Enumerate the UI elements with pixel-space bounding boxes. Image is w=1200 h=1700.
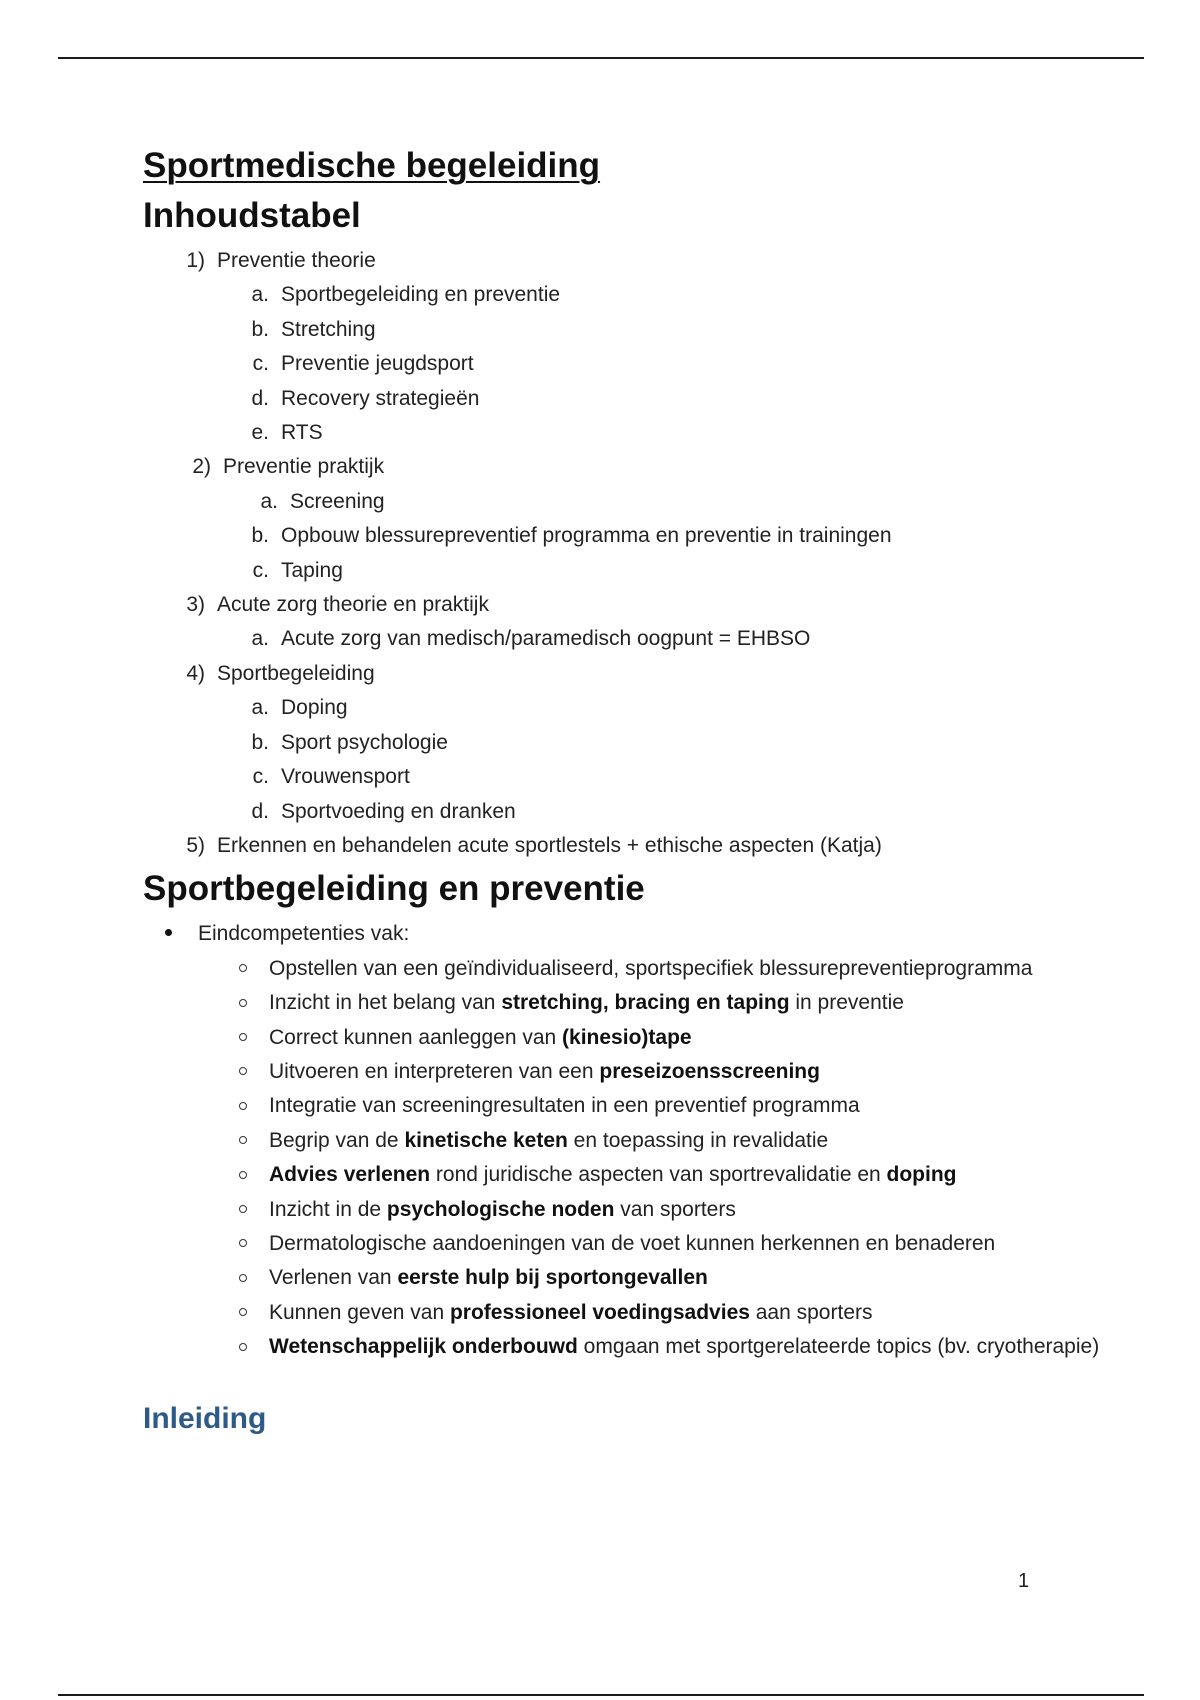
toc-label: Screening [290, 489, 385, 513]
toc-item[interactable] [143, 657, 1153, 691]
circle-bullet-icon [239, 1067, 247, 1075]
list-item [143, 1296, 1153, 1330]
bullet-text: Eindcompetenties vak: [198, 922, 410, 946]
item-text: en toepassing in revalidatie [567, 1128, 829, 1152]
toc-item[interactable] [143, 760, 1153, 794]
list-item [143, 1055, 1153, 1089]
circle-bullet-icon [239, 999, 247, 1007]
item-text: Integratie van screeningresultaten in een preventief programma [269, 1094, 860, 1118]
toc-marker: b. [251, 524, 269, 548]
page-content [143, 142, 1153, 1441]
toc-item[interactable] [143, 691, 1153, 725]
section-heading: Sportbegeleiding en preventie [143, 869, 645, 909]
circle-bullet-icon [239, 1102, 247, 1110]
toc-marker: a. [251, 627, 269, 651]
document-title: Sportmedische begeleiding [143, 146, 601, 185]
circle-bullet-icon [239, 1239, 247, 1247]
item-text: Correct kunnen aanleggen van [269, 1025, 563, 1049]
list-item [143, 1193, 1153, 1227]
toc-label: RTS [281, 421, 323, 445]
list-item [143, 1261, 1153, 1295]
toc-item[interactable] [143, 347, 1153, 381]
item-bold-text: Advies verlenen [269, 1163, 431, 1187]
item-bold-text: kinetische keten [404, 1128, 568, 1152]
toc-marker: d. [251, 799, 269, 823]
item-bold-text: preseizoensscreening [599, 1059, 820, 1083]
item-text: rond juridische aspecten van sportrevalidatie en [430, 1163, 887, 1187]
toc-label: Vrouwensport [281, 765, 410, 789]
toc-label: Sportvoeding en dranken [281, 799, 516, 823]
circle-bullet-icon [239, 1136, 247, 1144]
item-bold-text: doping [886, 1163, 957, 1187]
competencies-list [143, 917, 1153, 1364]
toc-marker: 1) [186, 249, 205, 272]
toc-marker: a. [251, 283, 269, 307]
toc-item[interactable] [143, 416, 1153, 450]
toc-label: Opbouw blessurepreventief programma en preventie in trainingen [281, 524, 892, 548]
toc-marker: 5) [186, 833, 205, 857]
item-bold-text: Wetenschappelijk onderbouwd [269, 1335, 578, 1359]
list-item [143, 1124, 1153, 1158]
header-rule [58, 57, 1144, 59]
item-bold-text: psychologische noden [386, 1197, 615, 1221]
item-text: Verlenen van [269, 1266, 398, 1290]
toc-item[interactable] [143, 382, 1153, 416]
toc-item[interactable] [143, 278, 1153, 312]
toc-label: Taping [281, 558, 343, 582]
toc-item[interactable] [143, 554, 1153, 588]
list-item [143, 1089, 1153, 1123]
list-item [143, 1158, 1153, 1192]
circle-bullet-icon [239, 964, 247, 972]
item-text: van sporters [614, 1197, 736, 1221]
toc-item[interactable] [143, 244, 1153, 278]
toc-item[interactable] [143, 588, 1153, 622]
toc-label: Sportbegeleiding [217, 661, 375, 685]
circle-bullet-icon [239, 1343, 247, 1351]
footer-rule [58, 1694, 1144, 1696]
toc-marker: c. [252, 558, 269, 582]
toc-label: Doping [281, 696, 348, 720]
bullet-icon [165, 929, 172, 936]
item-text: omgaan met sportgerelateerde topics (bv. cryotherapie) [577, 1335, 1100, 1359]
circle-bullet-icon [239, 1171, 247, 1179]
toc-item[interactable] [143, 829, 1153, 863]
item-text: Uitvoeren en interpreteren van een [269, 1059, 600, 1083]
toc-marker: 2) [192, 455, 211, 479]
list-item [143, 1227, 1153, 1261]
toc-marker: 3) [186, 593, 205, 617]
list-item [143, 1021, 1153, 1055]
item-bold-text: professioneel voedingsadvies [449, 1300, 750, 1324]
toc-heading: Inhoudstabel [143, 196, 361, 235]
table-of-contents [143, 244, 1153, 863]
toc-label: Sport psychologie [281, 730, 448, 754]
item-text: Inzicht in de [269, 1197, 387, 1221]
toc-marker: a. [260, 489, 278, 513]
circle-bullet-icon [239, 1308, 247, 1316]
toc-label: Recovery strategieën [281, 386, 480, 410]
toc-item[interactable] [143, 519, 1153, 553]
toc-item[interactable] [143, 726, 1153, 760]
item-bold-text: (kinesio)tape [562, 1025, 692, 1049]
toc-marker: b. [251, 730, 269, 754]
list-item [143, 986, 1153, 1020]
list-item [143, 952, 1153, 986]
toc-marker: 4) [186, 661, 205, 685]
list-item [143, 1330, 1153, 1364]
toc-item[interactable] [143, 313, 1153, 347]
toc-marker: b. [251, 317, 269, 341]
page-number: 1 [1018, 1570, 1030, 1592]
circle-bullet-icon [239, 1033, 247, 1041]
item-text: aan sporters [749, 1300, 873, 1324]
toc-label: Stretching [281, 317, 376, 341]
circle-bullet-icon [239, 1205, 247, 1213]
toc-label: Erkennen en behandelen acute sportlestels + ethische aspecten (Katja) [217, 833, 882, 857]
toc-marker: c. [252, 352, 269, 376]
circle-bullet-icon [239, 1274, 247, 1282]
item-text: Kunnen geven van [269, 1300, 450, 1324]
toc-label: Acute zorg van medisch/paramedisch oogpunt = EHBSO [281, 627, 811, 651]
toc-label: Preventie theorie [217, 249, 376, 272]
item-bold-text: stretching, bracing en taping [501, 991, 790, 1015]
toc-marker: a. [251, 696, 269, 720]
list-item [143, 917, 1153, 951]
toc-label: Acute zorg theorie en praktijk [217, 593, 489, 617]
toc-marker: c. [252, 765, 269, 789]
item-text: in preventie [789, 991, 904, 1015]
toc-item[interactable] [143, 485, 1153, 519]
toc-label: Preventie praktijk [223, 455, 385, 479]
item-text: Opstellen van een geïndividualiseerd, sportspecifiek blessurepreventieprogramma [269, 956, 1033, 980]
toc-item[interactable] [143, 622, 1153, 656]
toc-label: Preventie jeugdsport [281, 352, 474, 376]
toc-marker: e. [251, 421, 269, 445]
item-bold-text: eerste hulp bij sportongevallen [397, 1266, 708, 1290]
item-text: Inzicht in het belang van [269, 991, 502, 1015]
subsection-heading: Inleiding [143, 1401, 267, 1435]
item-text: Begrip van de [269, 1128, 405, 1152]
toc-item[interactable] [143, 795, 1153, 829]
toc-label: Sportbegeleiding en preventie [281, 283, 561, 307]
item-text: Dermatologische aandoeningen van de voet kunnen herkennen en benaderen [269, 1231, 996, 1255]
toc-marker: d. [251, 386, 269, 410]
toc-item[interactable] [143, 450, 1153, 484]
